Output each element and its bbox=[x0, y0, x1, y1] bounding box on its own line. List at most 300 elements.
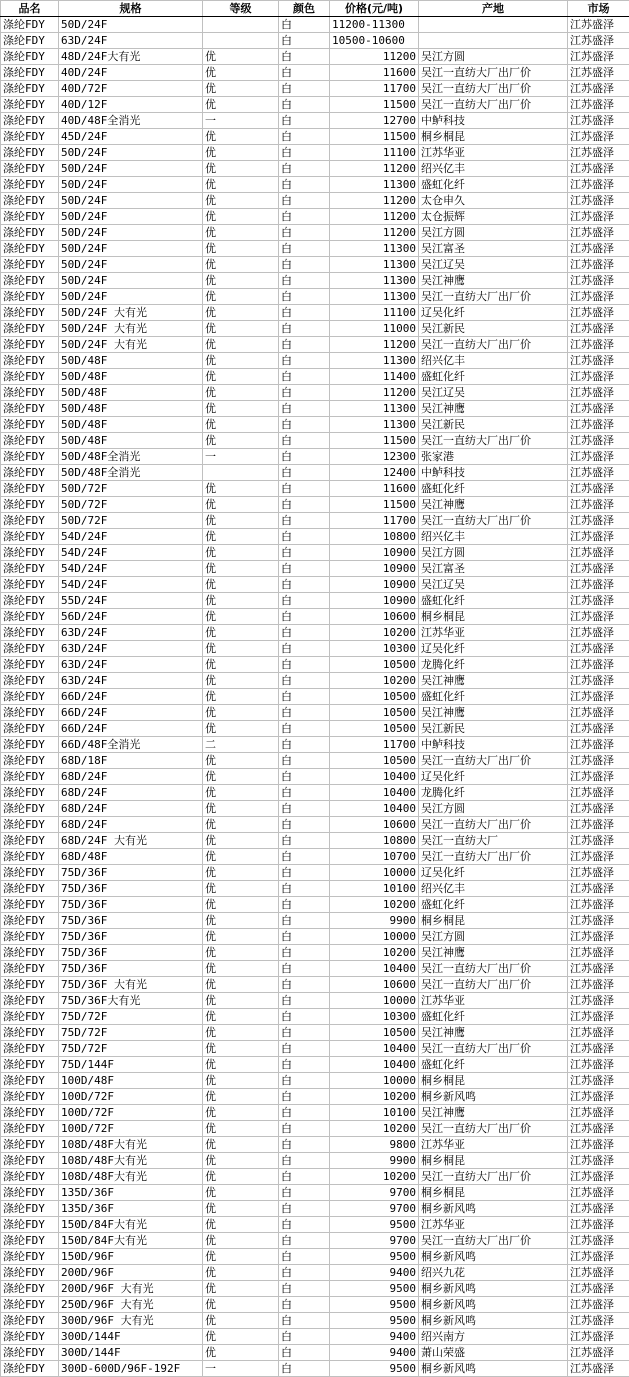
grade-cell: 优 bbox=[203, 1057, 279, 1073]
table-row bbox=[1, 513, 629, 529]
color-cell: 白 bbox=[279, 913, 330, 929]
origin-cell: 绍兴九花 bbox=[419, 1265, 568, 1281]
price-cell: 10500 bbox=[330, 689, 419, 705]
origin-cell: 吴江方圆 bbox=[419, 225, 568, 241]
price-cell: 10100 bbox=[330, 881, 419, 897]
market-cell: 江苏盛泽 bbox=[568, 753, 629, 769]
market-cell: 江苏盛泽 bbox=[568, 305, 629, 321]
grade-cell: 优 bbox=[203, 289, 279, 305]
price-cell: 11200-11300 bbox=[330, 17, 419, 33]
table-row bbox=[1, 305, 629, 321]
table-row bbox=[1, 913, 629, 929]
spec-cell: 50D/48F bbox=[59, 385, 203, 401]
product-name-cell: 涤纶FDY bbox=[1, 817, 59, 833]
color-cell: 白 bbox=[279, 241, 330, 257]
product-name-cell: 涤纶FDY bbox=[1, 49, 59, 65]
origin-cell: 吴江一直纺大厂出厂价 bbox=[419, 1041, 568, 1057]
product-name-cell: 涤纶FDY bbox=[1, 65, 59, 81]
price-cell: 10500 bbox=[330, 705, 419, 721]
price-cell: 11200 bbox=[330, 49, 419, 65]
product-name-cell: 涤纶FDY bbox=[1, 289, 59, 305]
table-row bbox=[1, 465, 629, 481]
spec-cell: 68D/48F bbox=[59, 849, 203, 865]
product-name-cell: 涤纶FDY bbox=[1, 417, 59, 433]
color-cell: 白 bbox=[279, 193, 330, 209]
spec-cell: 75D/36F 大有光 bbox=[59, 977, 203, 993]
product-name-cell: 涤纶FDY bbox=[1, 209, 59, 225]
spec-cell: 63D/24F bbox=[59, 673, 203, 689]
header-price: 价格(元/吨) bbox=[330, 1, 419, 17]
spec-cell: 50D/72F bbox=[59, 481, 203, 497]
product-name-cell: 涤纶FDY bbox=[1, 1281, 59, 1297]
market-cell: 江苏盛泽 bbox=[568, 689, 629, 705]
spec-cell: 50D/24F bbox=[59, 177, 203, 193]
origin-cell: 绍兴亿丰 bbox=[419, 529, 568, 545]
product-name-cell: 涤纶FDY bbox=[1, 1233, 59, 1249]
grade-cell: 优 bbox=[203, 753, 279, 769]
product-name-cell: 涤纶FDY bbox=[1, 657, 59, 673]
table-row bbox=[1, 529, 629, 545]
price-cell: 10800 bbox=[330, 833, 419, 849]
table-row bbox=[1, 193, 629, 209]
table-row bbox=[1, 417, 629, 433]
table-row bbox=[1, 545, 629, 561]
price-cell: 9500 bbox=[330, 1297, 419, 1313]
market-cell: 江苏盛泽 bbox=[568, 1185, 629, 1201]
market-cell: 江苏盛泽 bbox=[568, 1153, 629, 1169]
grade-cell: 二 bbox=[203, 737, 279, 753]
price-cell: 10800 bbox=[330, 529, 419, 545]
table-row bbox=[1, 1089, 629, 1105]
spec-cell: 50D/24F bbox=[59, 193, 203, 209]
price-cell: 11300 bbox=[330, 241, 419, 257]
table-row bbox=[1, 497, 629, 513]
color-cell: 白 bbox=[279, 401, 330, 417]
product-name-cell: 涤纶FDY bbox=[1, 897, 59, 913]
color-cell: 白 bbox=[279, 1073, 330, 1089]
table-row bbox=[1, 1057, 629, 1073]
origin-cell: 盛虹化纤 bbox=[419, 481, 568, 497]
spec-cell: 63D/24F bbox=[59, 641, 203, 657]
table-row bbox=[1, 97, 629, 113]
origin-cell: 中鲈科技 bbox=[419, 465, 568, 481]
grade-cell: 优 bbox=[203, 609, 279, 625]
origin-cell: 盛虹化纤 bbox=[419, 177, 568, 193]
spec-cell: 50D/24F bbox=[59, 209, 203, 225]
spec-cell: 66D/48F全消光 bbox=[59, 737, 203, 753]
origin-cell: 盛虹化纤 bbox=[419, 369, 568, 385]
grade-cell: 优 bbox=[203, 977, 279, 993]
market-cell: 江苏盛泽 bbox=[568, 273, 629, 289]
origin-cell: 吴江新民 bbox=[419, 721, 568, 737]
spec-cell: 68D/24F 大有光 bbox=[59, 833, 203, 849]
origin-cell: 吴江神鹰 bbox=[419, 1025, 568, 1041]
color-cell: 白 bbox=[279, 977, 330, 993]
origin-cell: 桐乡新风鸣 bbox=[419, 1089, 568, 1105]
table-row bbox=[1, 225, 629, 241]
origin-cell bbox=[419, 17, 568, 33]
origin-cell: 吴江一直纺大厂出厂价 bbox=[419, 65, 568, 81]
market-cell: 江苏盛泽 bbox=[568, 881, 629, 897]
product-name-cell: 涤纶FDY bbox=[1, 545, 59, 561]
origin-cell: 张家港 bbox=[419, 449, 568, 465]
color-cell: 白 bbox=[279, 433, 330, 449]
market-cell: 江苏盛泽 bbox=[568, 673, 629, 689]
grade-cell bbox=[203, 465, 279, 481]
color-cell: 白 bbox=[279, 753, 330, 769]
market-cell: 江苏盛泽 bbox=[568, 225, 629, 241]
grade-cell: 优 bbox=[203, 65, 279, 81]
color-cell: 白 bbox=[279, 177, 330, 193]
origin-cell: 吴江辽吴 bbox=[419, 577, 568, 593]
price-cell: 10000 bbox=[330, 993, 419, 1009]
spec-cell: 63D/24F bbox=[59, 33, 203, 49]
grade-cell: 优 bbox=[203, 337, 279, 353]
spec-cell: 63D/24F bbox=[59, 625, 203, 641]
product-name-cell: 涤纶FDY bbox=[1, 561, 59, 577]
color-cell: 白 bbox=[279, 161, 330, 177]
table-row bbox=[1, 209, 629, 225]
table-row bbox=[1, 961, 629, 977]
color-cell: 白 bbox=[279, 1041, 330, 1057]
header-spec: 规格 bbox=[59, 1, 203, 17]
price-cell: 9500 bbox=[330, 1281, 419, 1297]
product-name-cell: 涤纶FDY bbox=[1, 81, 59, 97]
grade-cell: 优 bbox=[203, 929, 279, 945]
spec-cell: 50D/24F 大有光 bbox=[59, 321, 203, 337]
product-name-cell: 涤纶FDY bbox=[1, 193, 59, 209]
market-cell: 江苏盛泽 bbox=[568, 401, 629, 417]
market-cell: 江苏盛泽 bbox=[568, 241, 629, 257]
grade-cell: 优 bbox=[203, 385, 279, 401]
grade-cell: 优 bbox=[203, 1105, 279, 1121]
table-row bbox=[1, 1345, 629, 1361]
spec-cell: 100D/48F bbox=[59, 1073, 203, 1089]
grade-cell: 优 bbox=[203, 1217, 279, 1233]
price-cell: 10500 bbox=[330, 721, 419, 737]
product-name-cell: 涤纶FDY bbox=[1, 433, 59, 449]
product-name-cell: 涤纶FDY bbox=[1, 609, 59, 625]
grade-cell: 优 bbox=[203, 1345, 279, 1361]
table-row bbox=[1, 753, 629, 769]
product-name-cell: 涤纶FDY bbox=[1, 833, 59, 849]
product-name-cell: 涤纶FDY bbox=[1, 305, 59, 321]
color-cell: 白 bbox=[279, 641, 330, 657]
origin-cell: 吴江一直纺大厂出厂价 bbox=[419, 977, 568, 993]
origin-cell: 吴江一直纺大厂出厂价 bbox=[419, 753, 568, 769]
color-cell: 白 bbox=[279, 209, 330, 225]
table-row bbox=[1, 641, 629, 657]
spec-cell: 68D/24F bbox=[59, 817, 203, 833]
table-row bbox=[1, 1009, 629, 1025]
color-cell: 白 bbox=[279, 81, 330, 97]
table-row bbox=[1, 849, 629, 865]
color-cell: 白 bbox=[279, 337, 330, 353]
spec-cell: 50D/24F 大有光 bbox=[59, 337, 203, 353]
color-cell: 白 bbox=[279, 497, 330, 513]
product-name-cell: 涤纶FDY bbox=[1, 401, 59, 417]
header-grade: 等级 bbox=[203, 1, 279, 17]
grade-cell: 优 bbox=[203, 657, 279, 673]
grade-cell: 优 bbox=[203, 161, 279, 177]
table-row bbox=[1, 401, 629, 417]
origin-cell: 吴江神鹰 bbox=[419, 705, 568, 721]
product-name-cell: 涤纶FDY bbox=[1, 945, 59, 961]
origin-cell: 桐乡新风鸣 bbox=[419, 1361, 568, 1377]
market-cell: 江苏盛泽 bbox=[568, 385, 629, 401]
market-cell: 江苏盛泽 bbox=[568, 609, 629, 625]
product-name-cell: 涤纶FDY bbox=[1, 177, 59, 193]
color-cell: 白 bbox=[279, 97, 330, 113]
table-row bbox=[1, 481, 629, 497]
product-name-cell: 涤纶FDY bbox=[1, 577, 59, 593]
price-cell: 10900 bbox=[330, 577, 419, 593]
spec-cell: 75D/36F大有光 bbox=[59, 993, 203, 1009]
color-cell: 白 bbox=[279, 801, 330, 817]
color-cell: 白 bbox=[279, 897, 330, 913]
spec-cell: 75D/36F bbox=[59, 929, 203, 945]
table-row bbox=[1, 1329, 629, 1345]
price-cell: 10500-10600 bbox=[330, 33, 419, 49]
spec-cell: 50D/72F bbox=[59, 513, 203, 529]
spec-cell: 75D/36F bbox=[59, 945, 203, 961]
grade-cell: 优 bbox=[203, 209, 279, 225]
table-row bbox=[1, 609, 629, 625]
color-cell: 白 bbox=[279, 1025, 330, 1041]
grade-cell: 优 bbox=[203, 1073, 279, 1089]
grade-cell: 优 bbox=[203, 305, 279, 321]
price-cell: 9500 bbox=[330, 1361, 419, 1377]
price-cell: 10000 bbox=[330, 865, 419, 881]
color-cell: 白 bbox=[279, 673, 330, 689]
color-cell: 白 bbox=[279, 513, 330, 529]
origin-cell: 吴江一直纺大厂出厂价 bbox=[419, 961, 568, 977]
price-cell: 12700 bbox=[330, 113, 419, 129]
grade-cell: 优 bbox=[203, 97, 279, 113]
table-row bbox=[1, 977, 629, 993]
table-row bbox=[1, 689, 629, 705]
origin-cell: 吴江辽吴 bbox=[419, 257, 568, 273]
table-row bbox=[1, 1041, 629, 1057]
spec-cell: 54D/24F bbox=[59, 529, 203, 545]
spec-cell: 40D/72F bbox=[59, 81, 203, 97]
grade-cell: 一 bbox=[203, 449, 279, 465]
table-row bbox=[1, 1217, 629, 1233]
spec-cell: 50D/24F bbox=[59, 241, 203, 257]
spec-cell: 108D/48F大有光 bbox=[59, 1153, 203, 1169]
table-row bbox=[1, 449, 629, 465]
origin-cell: 桐乡新风鸣 bbox=[419, 1201, 568, 1217]
color-cell: 白 bbox=[279, 817, 330, 833]
grade-cell: 优 bbox=[203, 1249, 279, 1265]
origin-cell: 桐乡桐昆 bbox=[419, 129, 568, 145]
price-cell: 11400 bbox=[330, 369, 419, 385]
price-cell: 10400 bbox=[330, 769, 419, 785]
origin-cell: 吴江一直纺大厂出厂价 bbox=[419, 433, 568, 449]
color-cell: 白 bbox=[279, 689, 330, 705]
market-cell: 江苏盛泽 bbox=[568, 1057, 629, 1073]
origin-cell: 桐乡新风鸣 bbox=[419, 1297, 568, 1313]
spec-cell: 75D/36F bbox=[59, 897, 203, 913]
color-cell: 白 bbox=[279, 1329, 330, 1345]
origin-cell: 盛虹化纤 bbox=[419, 689, 568, 705]
table-row bbox=[1, 945, 629, 961]
table-row bbox=[1, 257, 629, 273]
market-cell: 江苏盛泽 bbox=[568, 1249, 629, 1265]
grade-cell: 优 bbox=[203, 849, 279, 865]
market-cell: 江苏盛泽 bbox=[568, 97, 629, 113]
table-body bbox=[1, 17, 629, 1377]
market-cell: 江苏盛泽 bbox=[568, 1313, 629, 1329]
price-cell: 10000 bbox=[330, 929, 419, 945]
market-cell: 江苏盛泽 bbox=[568, 497, 629, 513]
market-cell: 江苏盛泽 bbox=[568, 177, 629, 193]
grade-cell: 优 bbox=[203, 545, 279, 561]
price-cell: 9800 bbox=[330, 1137, 419, 1153]
color-cell: 白 bbox=[279, 721, 330, 737]
origin-cell: 吴江一直纺大厂出厂价 bbox=[419, 817, 568, 833]
grade-cell: 优 bbox=[203, 321, 279, 337]
product-name-cell: 涤纶FDY bbox=[1, 769, 59, 785]
price-cell: 11700 bbox=[330, 737, 419, 753]
table-row bbox=[1, 33, 629, 49]
color-cell: 白 bbox=[279, 881, 330, 897]
price-cell: 12400 bbox=[330, 465, 419, 481]
price-cell: 10200 bbox=[330, 673, 419, 689]
table-row bbox=[1, 241, 629, 257]
price-cell: 9900 bbox=[330, 1153, 419, 1169]
grade-cell: 优 bbox=[203, 561, 279, 577]
market-cell: 江苏盛泽 bbox=[568, 17, 629, 33]
price-cell: 10600 bbox=[330, 817, 419, 833]
color-cell: 白 bbox=[279, 737, 330, 753]
spec-cell: 200D/96F bbox=[59, 1265, 203, 1281]
color-cell: 白 bbox=[279, 273, 330, 289]
header-row bbox=[1, 1, 629, 17]
price-cell: 10300 bbox=[330, 641, 419, 657]
grade-cell: 优 bbox=[203, 529, 279, 545]
price-cell: 10900 bbox=[330, 545, 419, 561]
origin-cell: 桐乡桐昆 bbox=[419, 913, 568, 929]
product-name-cell: 涤纶FDY bbox=[1, 785, 59, 801]
product-name-cell: 涤纶FDY bbox=[1, 321, 59, 337]
origin-cell: 吴江一直纺大厂出厂价 bbox=[419, 849, 568, 865]
spec-cell: 100D/72F bbox=[59, 1089, 203, 1105]
market-cell: 江苏盛泽 bbox=[568, 1169, 629, 1185]
grade-cell bbox=[203, 17, 279, 33]
origin-cell: 太仓申久 bbox=[419, 193, 568, 209]
color-cell: 白 bbox=[279, 1201, 330, 1217]
color-cell: 白 bbox=[279, 865, 330, 881]
grade-cell: 优 bbox=[203, 1297, 279, 1313]
table-row bbox=[1, 817, 629, 833]
price-cell: 11500 bbox=[330, 129, 419, 145]
market-cell: 江苏盛泽 bbox=[568, 1009, 629, 1025]
grade-cell: 优 bbox=[203, 513, 279, 529]
product-name-cell: 涤纶FDY bbox=[1, 689, 59, 705]
product-name-cell: 涤纶FDY bbox=[1, 753, 59, 769]
market-cell: 江苏盛泽 bbox=[568, 865, 629, 881]
market-cell: 江苏盛泽 bbox=[568, 321, 629, 337]
grade-cell: 优 bbox=[203, 1009, 279, 1025]
market-cell: 江苏盛泽 bbox=[568, 769, 629, 785]
table-row bbox=[1, 161, 629, 177]
product-name-cell: 涤纶FDY bbox=[1, 33, 59, 49]
product-name-cell: 涤纶FDY bbox=[1, 17, 59, 33]
table-row bbox=[1, 785, 629, 801]
product-name-cell: 涤纶FDY bbox=[1, 1041, 59, 1057]
origin-cell: 桐乡新风鸣 bbox=[419, 1281, 568, 1297]
product-name-cell: 涤纶FDY bbox=[1, 1009, 59, 1025]
market-cell: 江苏盛泽 bbox=[568, 1201, 629, 1217]
grade-cell: 一 bbox=[203, 113, 279, 129]
grade-cell: 优 bbox=[203, 881, 279, 897]
price-cell: 10100 bbox=[330, 1105, 419, 1121]
market-cell: 江苏盛泽 bbox=[568, 433, 629, 449]
spec-cell: 75D/72F bbox=[59, 1041, 203, 1057]
product-name-cell: 涤纶FDY bbox=[1, 641, 59, 657]
spec-cell: 75D/36F bbox=[59, 961, 203, 977]
price-cell: 11300 bbox=[330, 177, 419, 193]
color-cell: 白 bbox=[279, 929, 330, 945]
market-cell: 江苏盛泽 bbox=[568, 33, 629, 49]
market-cell: 江苏盛泽 bbox=[568, 1329, 629, 1345]
price-cell: 11300 bbox=[330, 257, 419, 273]
grade-cell: 优 bbox=[203, 177, 279, 193]
table-row bbox=[1, 289, 629, 305]
table-row bbox=[1, 1073, 629, 1089]
market-cell: 江苏盛泽 bbox=[568, 81, 629, 97]
color-cell: 白 bbox=[279, 529, 330, 545]
market-cell: 江苏盛泽 bbox=[568, 801, 629, 817]
table-row bbox=[1, 833, 629, 849]
price-cell: 11500 bbox=[330, 97, 419, 113]
price-cell: 11200 bbox=[330, 193, 419, 209]
origin-cell: 辽吴化纤 bbox=[419, 641, 568, 657]
spec-cell: 150D/84F大有光 bbox=[59, 1217, 203, 1233]
spec-cell: 63D/24F bbox=[59, 657, 203, 673]
spec-cell: 108D/48F大有光 bbox=[59, 1137, 203, 1153]
origin-cell: 吴江神鹰 bbox=[419, 945, 568, 961]
product-name-cell: 涤纶FDY bbox=[1, 721, 59, 737]
product-name-cell: 涤纶FDY bbox=[1, 353, 59, 369]
product-name-cell: 涤纶FDY bbox=[1, 337, 59, 353]
grade-cell: 优 bbox=[203, 897, 279, 913]
price-cell: 10400 bbox=[330, 801, 419, 817]
table-row bbox=[1, 1313, 629, 1329]
market-cell: 江苏盛泽 bbox=[568, 1137, 629, 1153]
table-row bbox=[1, 81, 629, 97]
market-cell: 江苏盛泽 bbox=[568, 193, 629, 209]
market-cell: 江苏盛泽 bbox=[568, 1089, 629, 1105]
table-row bbox=[1, 593, 629, 609]
price-cell: 10200 bbox=[330, 897, 419, 913]
table-row bbox=[1, 1025, 629, 1041]
spec-cell: 50D/48F bbox=[59, 401, 203, 417]
grade-cell: 优 bbox=[203, 1265, 279, 1281]
price-cell: 11600 bbox=[330, 65, 419, 81]
spec-cell: 75D/72F bbox=[59, 1025, 203, 1041]
spec-cell: 300D-600D/96F-192F bbox=[59, 1361, 203, 1377]
market-cell: 江苏盛泽 bbox=[568, 961, 629, 977]
color-cell: 白 bbox=[279, 785, 330, 801]
spec-cell: 50D/24F bbox=[59, 17, 203, 33]
spec-cell: 75D/36F bbox=[59, 865, 203, 881]
color-cell: 白 bbox=[279, 1089, 330, 1105]
market-cell: 江苏盛泽 bbox=[568, 561, 629, 577]
table-row bbox=[1, 369, 629, 385]
market-cell: 江苏盛泽 bbox=[568, 369, 629, 385]
